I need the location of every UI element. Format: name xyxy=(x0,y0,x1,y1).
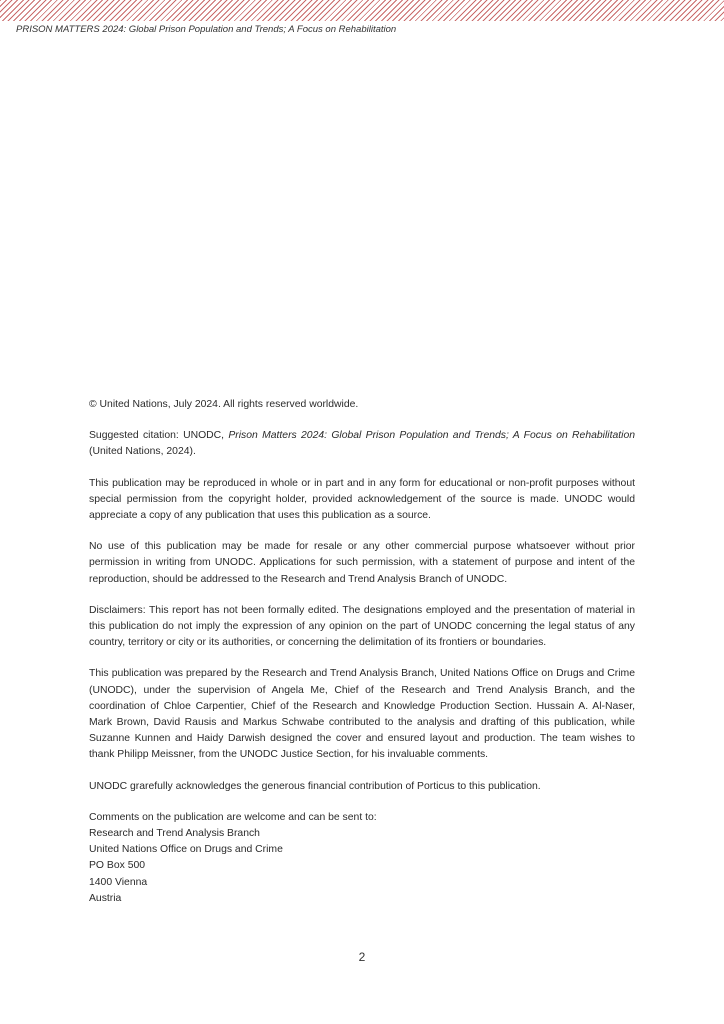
address-line: Austria xyxy=(89,892,122,904)
citation-title: Prison Matters 2024: Global Prison Population and Trends; A Focus on Rehabilitation xyxy=(228,430,636,442)
imprint-content xyxy=(89,397,635,922)
funding-acknowledgement: UNODC grarefully acknowledges the generous financial contribution of Porticus to this publication. xyxy=(89,780,541,792)
address-line: PO Box 500 xyxy=(89,860,146,872)
copyright-notice: © United Nations, July 2024. All rights reserved worldwide. xyxy=(89,399,359,410)
disclaimers: Disclaimers: This report has not been formally edited. The designations employed and the presentation of material in this publication do not imply the expression of any opinion on the part of UNODC concerning the legal status of any country, territory or city or its authorities, or concerning the delimitation of its frontiers or boundaries. xyxy=(89,604,635,649)
comments-intro: Comments on the publication are welcome and can be sent to: xyxy=(89,811,377,823)
citation-suffix: (United Nations, 2024). xyxy=(89,446,196,458)
preparation-credits: This publication was prepared by the Research and Trend Analysis Branch, United Nations Office on Drugs and Crime (UNODC), under the supervision of Angela Me, Chief of the Research and Trend Analysis Branch, and the coordination of Chloe Carpentier, Chief of the Research and Knowledge Production Section. Hussain A. Al-Naser, Mark Brown, David Rausis and Markus Schwabe contributed to the analysis and drafting of this publication, while Suzanne Kunnen and Haidy Darwish designed the cover and ensured layout and production. The team wishes to thank Philipp Meissner, from the UNODC Justice Section, for his invaluable comments. xyxy=(89,668,635,761)
citation-prefix: Suggested citation: UNODC, xyxy=(89,430,229,442)
running-header-title: PRISON MATTERS 2024: Global Prison Population and Trends; A Focus on Rehabilitation xyxy=(16,24,397,35)
reproduction-policy: This publication may be reproduced in whole or in part and in any form for educational or non-profit purposes without special permission from the copyright holder, provided acknowledgement of the source is made. UNODC would appreciate a copy of any publication that uses this publication as a source. xyxy=(89,477,635,522)
suggested-citation xyxy=(89,428,635,460)
page-number: 2 xyxy=(358,950,366,964)
address-line: United Nations Office on Drugs and Crime xyxy=(89,844,283,856)
no-resale-policy: No use of this publication may be made for resale or any other commercial purpose whatsoever without prior permission in writing from UNODC. Applications for such permission, with a statement of purpose and intent of the reproduction, should be addressed to the Research and Trend Analysis Branch of UNODC. xyxy=(89,541,635,585)
address-line: Research and Trend Analysis Branch xyxy=(89,828,260,840)
decorative-hatch-band xyxy=(0,0,724,21)
contact-block xyxy=(89,810,635,907)
address-line: 1400 Vienna xyxy=(89,876,148,888)
